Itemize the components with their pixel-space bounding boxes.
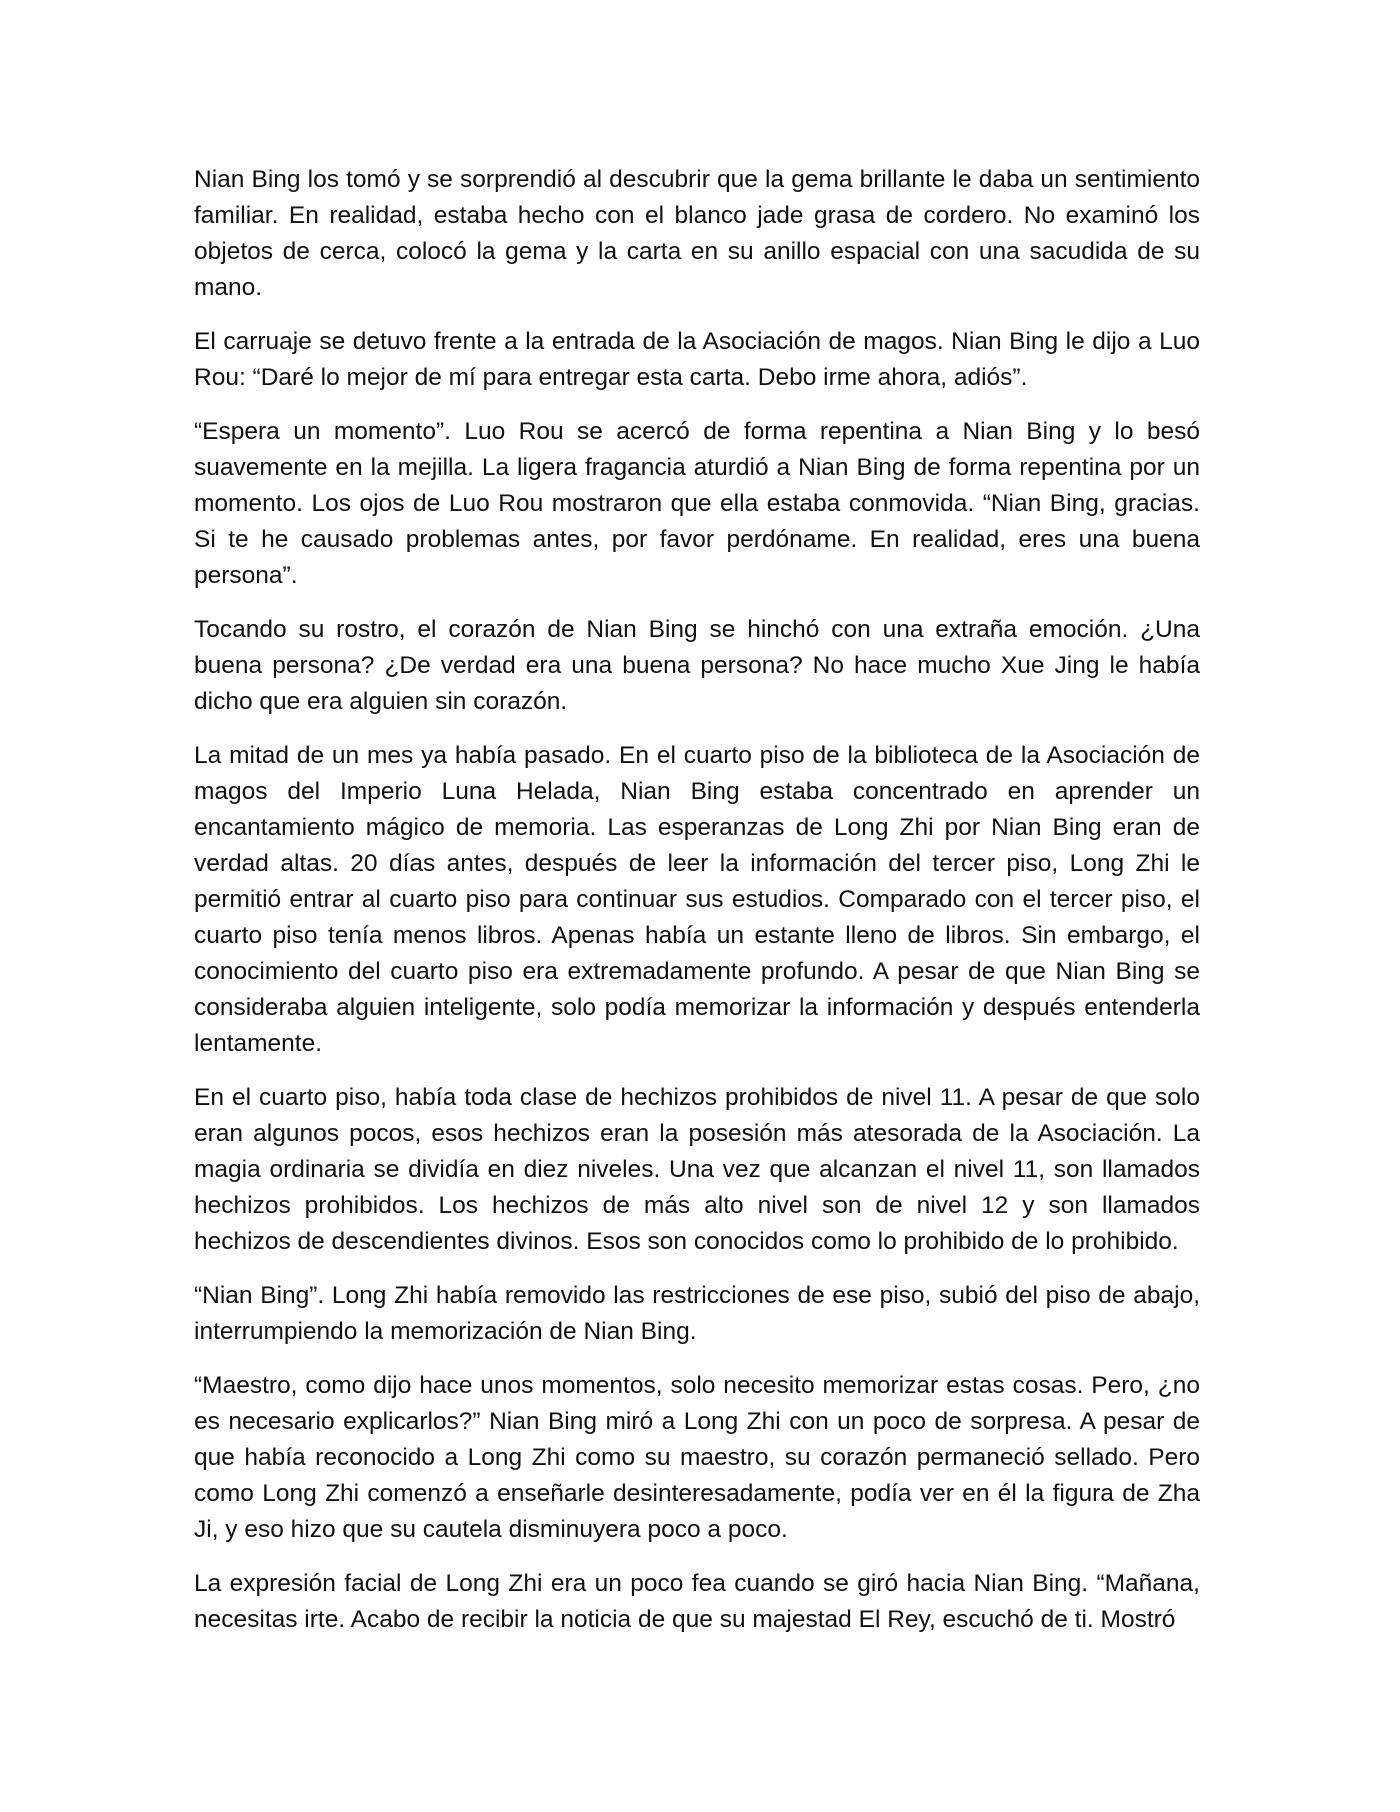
paragraph-2: El carruaje se detuvo frente a la entrada de la Asociación de magos. Nian Bing le dijo a Luo Rou: “Daré lo mejor de mí para entregar esta carta. Debo irme ahora, adiós”. [194,328,1200,391]
paragraph-3: “Espera un momento”. Luo Rou se acercó de forma repentina a Nian Bing y lo besó suavemente en la mejilla. La ligera fragancia aturdió a Nian Bing de forma repentina por un momento. Los ojos de Luo Rou mostraron que ella estaba conmovida. “Nian Bing, gracias. Si te he causado problemas antes, por favor perdóname. En realidad, eres una buena persona”. [194,418,1200,589]
text-column [194,162,1200,1656]
paragraph-8: “Maestro, como dijo hace unos momentos, solo necesito memorizar estas cosas. Pero, ¿no es necesario explicarlos?” Nian Bing miró a Long Zhi con un poco de sorpresa. A pesar de que había reconocido a Long Zhi como su maestro, su corazón permaneció sellado. Pero como Long Zhi comenzó a enseñarle desinteresadamente, podía ver en él la figura de Zha Ji, y eso hizo que su cautela disminuyera poco a poco. [194,1372,1200,1543]
paragraph-9: La expresión facial de Long Zhi era un poco fea cuando se giró hacia Nian Bing. “Mañana, necesitas irte. Acabo de recibir la noticia de que su majestad El Rey, escuchó de ti. Mostró [194,1570,1200,1633]
paragraph-7: “Nian Bing”. Long Zhi había removido las restricciones de ese piso, subió del piso de abajo, interrumpiendo la memorización de Nian Bing. [194,1282,1200,1345]
paragraph-5: La mitad de un mes ya había pasado. En el cuarto piso de la biblioteca de la Asociación de magos del Imperio Luna Helada, Nian Bing estaba concentrado en aprender un encantamiento mágico de memoria. Las esperanzas de Long Zhi por Nian Bing eran de verdad altas. 20 días antes, después de leer la información del tercer piso, Long Zhi le permitió entrar al cuarto piso para continuar sus estudios. Comparado con el tercer piso, el cuarto piso tenía menos libros. Apenas había un estante lleno de libros. Sin embargo, el conocimiento del cuarto piso era extremadamente profundo. A pesar de que Nian Bing se consideraba alguien inteligente, solo podía memorizar la información y después entenderla lentamente. [194,742,1200,1057]
paragraph-4: Tocando su rostro, el corazón de Nian Bing se hinchó con una extraña emoción. ¿Una buena persona? ¿De verdad era una buena persona? No hace mucho Xue Jing le había dicho que era alguien sin corazón. [194,616,1200,715]
paragraph-6: En el cuarto piso, había toda clase de hechizos prohibidos de nivel 11. A pesar de que solo eran algunos pocos, esos hechizos eran la posesión más atesorada de la Asociación. La magia ordinaria se dividía en diez niveles. Una vez que alcanzan el nivel 11, son llamados hechizos prohibidos. Los hechizos de más alto nivel son de nivel 12 y son llamados hechizos de descendientes divinos. Esos son conocidos como lo prohibido de lo prohibido. [194,1084,1200,1255]
paragraph-1: Nian Bing los tomó y se sorprendió al descubrir que la gema brillante le daba un sentimiento familiar. En realidad, estaba hecho con el blanco jade grasa de cordero. No examinó los objetos de cerca, colocó la gema y la carta en su anillo espacial con una sacudida de su mano. [194,166,1200,301]
